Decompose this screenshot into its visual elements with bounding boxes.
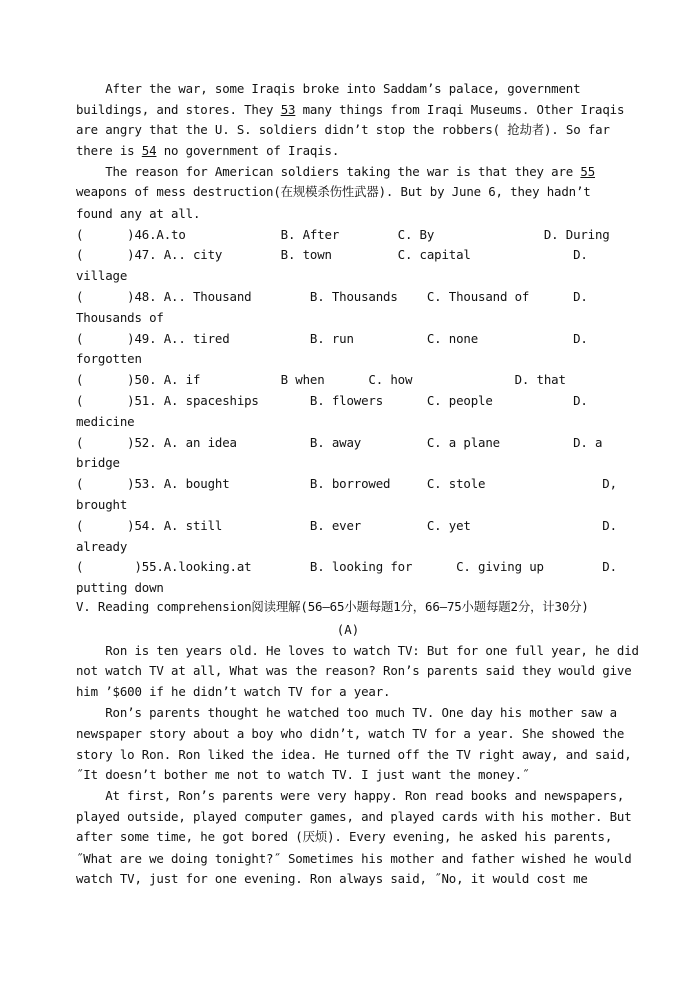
question-47-line-2: village xyxy=(76,268,128,283)
cloze-paragraph-1-line-4 xyxy=(76,143,339,159)
question-52-line-1: ( )52. A. an idea B. away C. a plane D. a xyxy=(76,435,603,450)
passage-a-paragraph-1-line-3: him ’$600 if he didn’t watch TV for a year. xyxy=(76,684,391,699)
passage-a-paragraph-1-line-1: Ron is ten years old. He loves to watch TV: But for one full year, he did xyxy=(76,643,639,658)
question-53-line-2: brought xyxy=(76,497,128,512)
cloze-paragraph-1-line-3: are angry that the U. S. soldiers didn’t stop the robbers( 抢劫者). So far xyxy=(76,122,610,137)
cloze-paragraph-1-line-1: After the war, some Iraqis broke into Saddam’s palace, government xyxy=(76,81,581,96)
passage-a-paragraph-3-line-3: after some time, he got bored (厌烦). Every evening, he asked his parents, xyxy=(76,829,613,844)
passage-a-paragraph-3-line-4: ˝What are we doing tonight?˝ Sometimes his mother and father wished he would xyxy=(76,851,632,866)
text-run: there is xyxy=(76,143,142,158)
question-55-line-2: putting down xyxy=(76,580,164,595)
section-heading: V. Reading comprehension阅读理解(56—65小题每题1分，66—75小题每题2分，计30分) xyxy=(76,599,589,614)
blank-54: 54 xyxy=(141,143,157,158)
question-50-line-1: ( )50. A. if B when C. how D. that xyxy=(76,372,566,387)
text-run: The reason for American soldiers taking the war is that they are xyxy=(76,164,581,179)
passage-a-paragraph-2-line-2: newspaper story about a boy who didn’t, watch TV for a year. She showed the xyxy=(76,726,625,741)
question-48-line-2: Thousands of xyxy=(76,310,164,325)
text-run: buildings, and stores. They xyxy=(76,102,281,117)
passage-a-paragraph-2-line-3: story lo Ron. Ron liked the idea. He turned off the TV right away, and said, xyxy=(76,747,632,762)
question-54-line-1: ( )54. A. still B. ever C. yet D. xyxy=(76,518,617,533)
question-54-line-2: already xyxy=(76,539,128,554)
question-47-line-1: ( )47. A.. city B. town C. capital D. xyxy=(76,247,588,262)
question-49-line-2: forgotten xyxy=(76,351,142,366)
question-51-line-1: ( )51. A. spaceships B. flowers C. people D. xyxy=(76,393,588,408)
cloze-paragraph-1-line-2 xyxy=(76,102,624,118)
question-48-line-1: ( )48. A.. Thousand B. Thousands C. Thousand of D. xyxy=(76,289,588,304)
passage-a-paragraph-2-line-1: Ron’s parents thought he watched too much TV. One day his mother saw a xyxy=(76,705,617,720)
passage-a-paragraph-2-line-4: ˝It doesn’t bother me not to watch TV. I just want the money.˝ xyxy=(76,767,530,782)
blank-53: 53 xyxy=(280,102,296,117)
passage-label: (A) xyxy=(336,622,360,637)
passage-a-paragraph-1-line-2: not watch TV at all, What was the reason? Ron’s parents said they would give xyxy=(76,663,632,678)
cloze-paragraph-2-line-2: weapons of mess destruction(在规模杀伤性武器). But by June 6, they hadn’t xyxy=(76,184,591,199)
text-run: no government of Iraqis. xyxy=(156,143,340,158)
text-run: many things from Iraqi Museums. Other Iraqis xyxy=(295,102,625,117)
passage-a-paragraph-3-line-1: At first, Ron’s parents were very happy. Ron read books and newspapers, xyxy=(76,788,625,803)
question-53-line-1: ( )53. A. bought B. borrowed C. stole D, xyxy=(76,476,617,491)
cloze-paragraph-2-line-3: found any at all. xyxy=(76,206,201,221)
question-49-line-1: ( )49. A.. tired B. run C. none D. xyxy=(76,331,588,346)
question-52-line-2: bridge xyxy=(76,455,120,470)
passage-a-paragraph-3-line-5: watch TV, just for one evening. Ron always said, ˝No, it would cost me xyxy=(76,871,588,886)
blank-55: 55 xyxy=(580,164,596,179)
question-55-line-1: ( )55.A.looking.at B. looking for C. giving up D. xyxy=(76,559,617,574)
passage-a-paragraph-3-line-2: played outside, played computer games, and played cards with his mother. But xyxy=(76,809,632,824)
question-46-line-1: ( )46.A.to B. After C. By D. During xyxy=(76,227,610,242)
cloze-paragraph-2-line-1 xyxy=(76,164,595,180)
question-51-line-2: medicine xyxy=(76,414,135,429)
